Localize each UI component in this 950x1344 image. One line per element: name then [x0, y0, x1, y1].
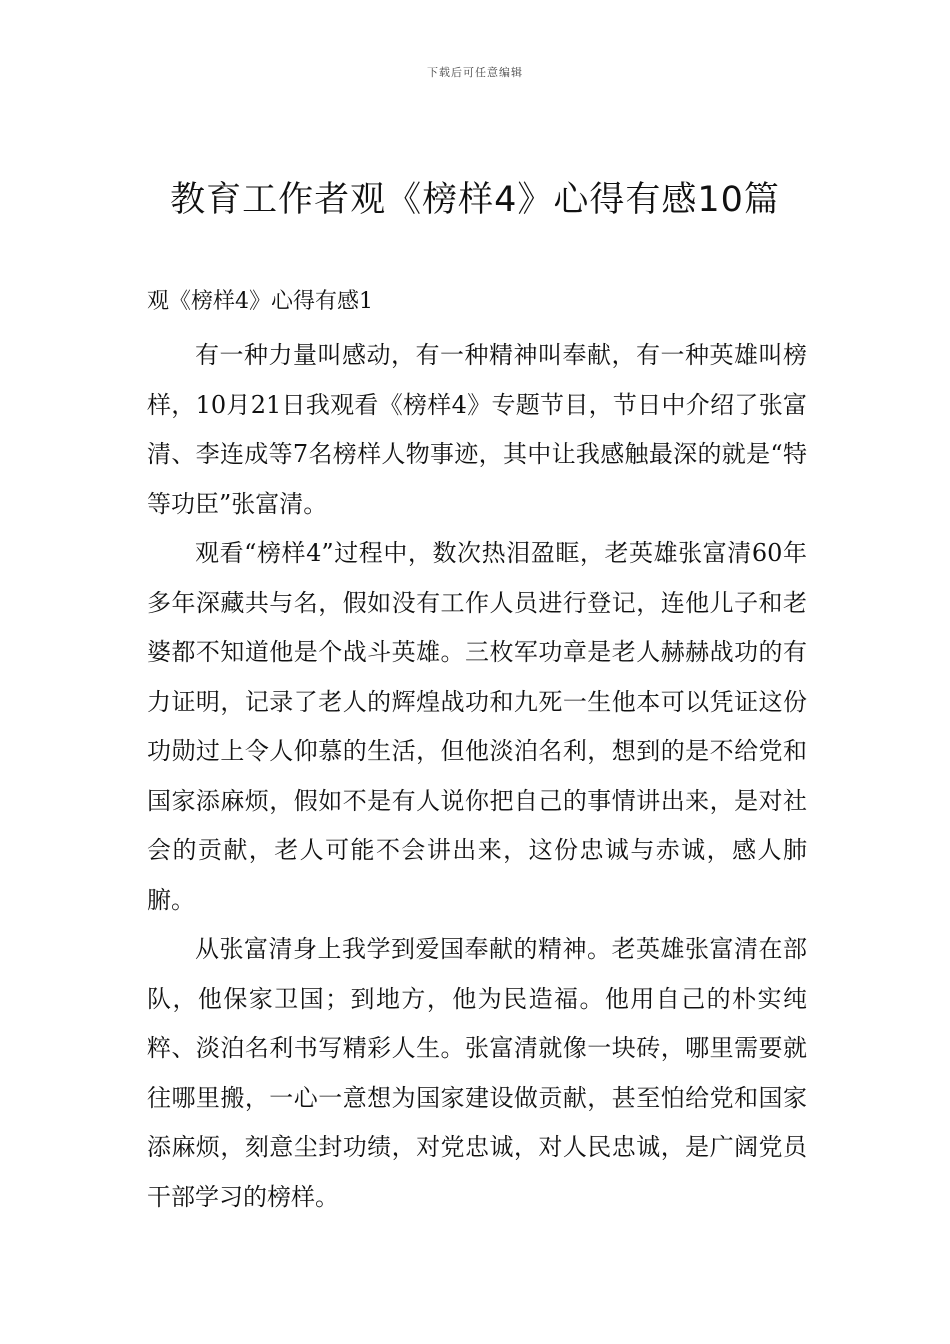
paragraph: 观看“榜样4”过程中，数次热泪盈眶，老英雄张富清60年多年深藏共与名，假如没有工作人员进行登记，连他儿子和老婆都不知道他是个战斗英雄。三枚军功章是老人赫赫战功的有力证明，记录了老人的辉煌战功和九死一生他本可以凭证这份功勋过上令人仰慕的生活，但他淡泊名利，想到的是不给党和国家添麻烦，假如不是有人说你把自己的事情讲出来，是对社会的贡献，老人可能不会讲出来，这份忠诚与赤诚，感人肺腑。	[147, 539, 807, 914]
header-note: 下载后可任意编辑	[427, 66, 523, 79]
paragraph: 从张富清身上我学到爱国奉献的精神。老英雄张富清在部队，他保家卫国；到地方，他为民造福。他用自己的朴实纯粹、淡泊名利书写精彩人生。张富清就像一块砖，哪里需要就往哪里搬，一心一意想为国家建设做贡献，甚至怕给党和国家添麻烦，刻意尘封功绩，对党忠诚，对人民忠诚，是广阔党员干部学习的榜样。	[147, 935, 807, 1211]
body-text	[147, 331, 807, 1222]
document-title: 教育工作者观《榜样4》心得有感10篇	[170, 180, 780, 220]
section-heading: 观《榜样4》心得有感1	[147, 289, 373, 314]
paragraph: 有一种力量叫感动，有一种精神叫奉献，有一种英雄叫榜样，10月21日我观看《榜样4》专题节目，节日中介绍了张富清、李连成等7名榜样人物事迹，其中让我感触最深的就是“特等功臣”张富清。	[147, 341, 807, 518]
